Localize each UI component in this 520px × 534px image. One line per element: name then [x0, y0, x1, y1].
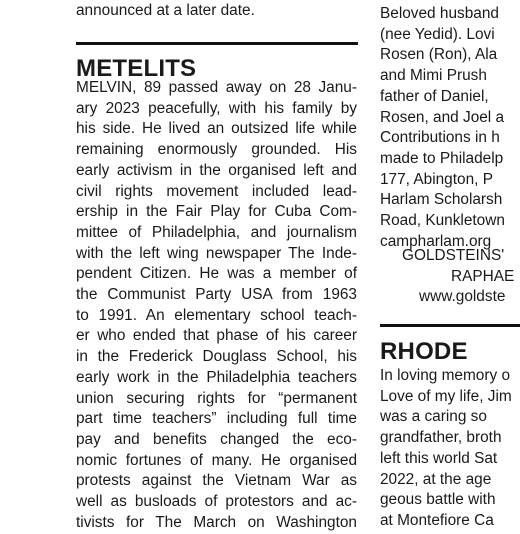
text-line: campharlam.org [380, 232, 492, 250]
text-line: at Montefiore Ca [380, 511, 494, 529]
text-line: nomic fortunes of many. He organised [76, 451, 357, 469]
text-line: civil rights movement included lead- [76, 182, 357, 200]
text-line: to 1991. An elementary school teach- [76, 306, 357, 324]
text-line: Rosen (Ron), Ala [380, 46, 498, 64]
text-line: In loving memory o [380, 367, 511, 384]
text-line: his side. He lived an outsized life while [76, 120, 357, 138]
text-line: Rosen, and Joel a [380, 108, 505, 126]
text-line: mittee of Philadelphia, and journalism [76, 223, 357, 241]
text-line: Beloved husband [380, 5, 499, 22]
text-line: union securing rights for “permanent [76, 389, 357, 407]
text-line: made to Philadelp [380, 149, 504, 167]
text-line: pendent Citizen. He was a member of [76, 265, 357, 283]
text-line: left this world Sat [380, 449, 498, 467]
text-line: was a caring so [380, 408, 487, 426]
obituary-heading: METELITS [76, 55, 197, 82]
text-line: in the Frederick Douglass School, his [76, 348, 357, 366]
obituary-column-right [380, 0, 520, 529]
text-line: www.goldste [419, 288, 506, 306]
text-line: RAPHAE [451, 267, 515, 285]
text-line: with the left wing newspaper The Inde- [76, 244, 357, 262]
text-line: remaining enormously grounded. His [76, 141, 357, 159]
text-line: grandfather, broth [380, 429, 502, 447]
obituary-heading: RHODE [380, 338, 468, 365]
text-line: Harlam Scholarsh [380, 191, 503, 209]
text-line: tivists for The March on Washington [76, 513, 357, 531]
text-line: protests against the Vietnam War as [76, 472, 357, 490]
text-line: father of Daniel, [380, 87, 489, 105]
text-line: MELVIN, 89 passed away on 28 Janu- [76, 79, 357, 96]
text-line: and Mimi Prush [380, 67, 487, 85]
section-divider [76, 42, 358, 45]
text-line: the Communist Party USA from 1963 [76, 286, 357, 303]
text-line: GOLDSTEINS' [402, 247, 505, 264]
text-line: well as busloads of protestors and ac- [76, 493, 357, 510]
section-divider [380, 324, 520, 327]
text-line: (nee Yedid). Lovi [380, 25, 495, 43]
text-line: Contributions in h [380, 129, 500, 147]
text-line: er who ended that phase of his career [76, 327, 357, 345]
text-line: early activism in the organised left and [76, 161, 357, 179]
text-line: part time teachers” including full time [76, 410, 357, 428]
text-line: ary 2023 peacefully, with his family by [76, 99, 357, 117]
text-line: early work in the Philadelphia teachers [76, 368, 357, 386]
previous-notice-tail: announced at a later date. [76, 2, 255, 19]
text-line: pay and benefits changed the eco- [76, 430, 357, 448]
text-line: Road, Kunkletown [380, 212, 505, 229]
obituary-column-left [76, 0, 360, 531]
text-line: 2022, at the age [380, 470, 492, 488]
text-line: Love of my life, Jim [380, 387, 512, 405]
text-line: 177, Abington, P [380, 170, 493, 188]
text-line: geous battle with [380, 491, 496, 509]
text-line: ership in the Fair Play for Cuba Com- [76, 203, 357, 221]
